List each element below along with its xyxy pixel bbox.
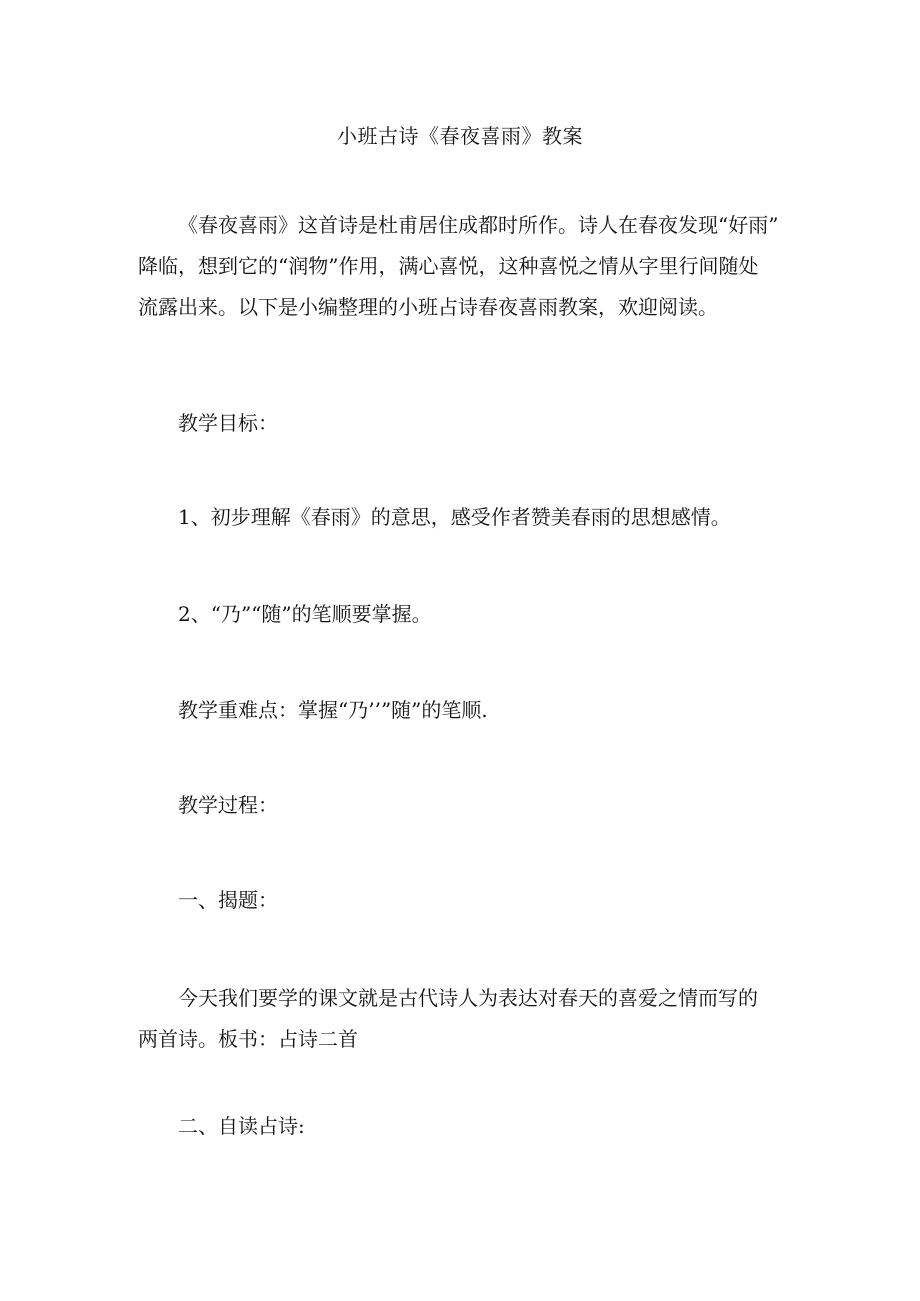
goal-1-text: 1、初步理解《春雨》的意思，感受作者赞美春雨的思想感情。 <box>178 505 731 529</box>
step-2-heading-text: 二、自读占诗: <box>178 1114 305 1138</box>
intro-line-1: 《春夜喜雨》这首诗是杜甫居住成都时所作。诗人在春夜发现“好雨” <box>178 213 779 237</box>
process-heading <box>138 785 783 826</box>
key-points-text: 教学重难点：掌握“乃’’”随”的笔顺. <box>178 698 488 722</box>
goal-2-text: 2、“乃”“随”的笔顺要掌握。 <box>178 602 432 626</box>
step-1-heading-text: 一、揭题： <box>178 888 278 912</box>
step-1-heading <box>138 880 783 921</box>
step-1-body-line-1: 今天我们要学的课文就是古代诗人为表达对春天的喜爱之情而写的 <box>178 986 758 1010</box>
step-1-body <box>138 978 783 1060</box>
step-2-heading <box>138 1106 783 1147</box>
intro-line-3: 流露出来。以下是小编整理的小班占诗春夜喜雨教案，欢迎阅读。 <box>138 295 718 319</box>
step-1-body-line-2: 两首诗。板书：占诗二首 <box>138 1027 358 1051</box>
goals-heading-text: 教学目标： <box>178 411 278 435</box>
process-heading-text: 教学过程： <box>178 793 278 817</box>
intro-paragraph <box>138 205 783 328</box>
goal-1 <box>138 497 783 538</box>
document-title: 小班古诗《春夜喜雨》教案 <box>337 124 583 148</box>
goal-2 <box>138 594 783 635</box>
goals-heading <box>138 403 783 444</box>
key-points <box>138 690 783 731</box>
intro-line-2: 降临，想到它的“润物”作用，满心喜悦，这种喜悦之情从字里行间随处 <box>138 254 759 278</box>
